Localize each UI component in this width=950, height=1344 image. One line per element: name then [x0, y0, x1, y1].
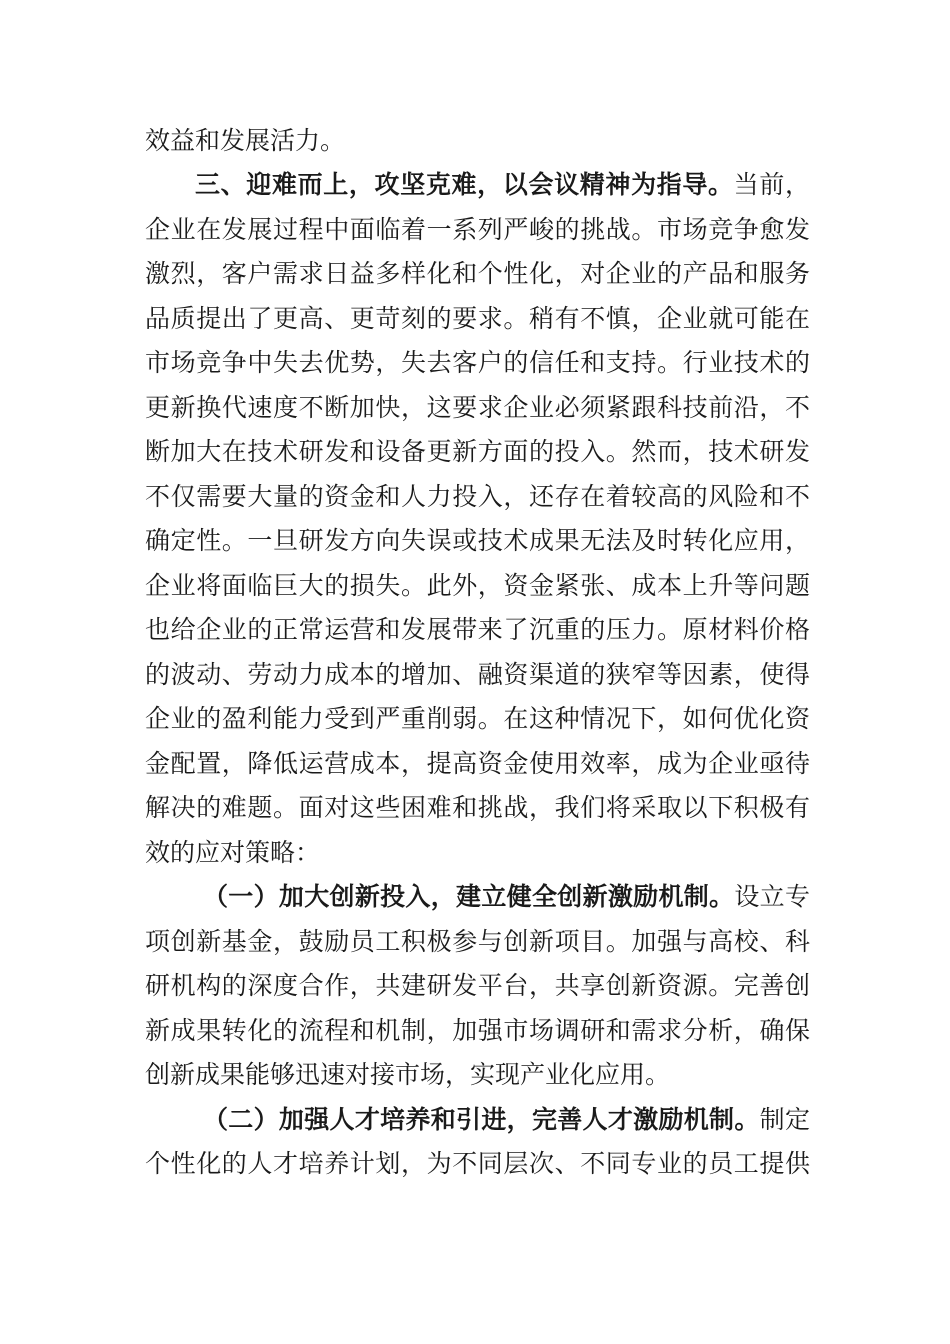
body-text-line	[145, 119, 810, 163]
line-text: 企业的盈利能力受到严重削弱。在这种情况下，如何优化资	[145, 704, 810, 733]
line-text: 金配置，降低运营成本，提高资金使用效率，成为企业亟待	[145, 749, 810, 778]
body-text-line	[145, 964, 810, 1008]
line-text: 市场竞争中失去优势，失去客户的信任和支持。行业技术的	[145, 348, 810, 377]
line-text: 研机构的深度合作，共建研发平台，共享创新资源。完善创	[145, 971, 810, 1000]
body-text-line	[145, 742, 810, 786]
body-text-line	[145, 831, 810, 875]
body-text-line	[145, 1053, 810, 1097]
line-text: 确定性。一旦研发方向失误或技术成果无法及时转化应用，	[145, 526, 810, 555]
line-text: 项创新基金，鼓励员工积极参与创新项目。加强与高校、科	[145, 927, 810, 956]
body-text-line	[145, 341, 810, 385]
line-text: 不仅需要大量的资金和人力投入，还存在着较高的风险和不	[145, 482, 810, 511]
body-text-line	[145, 430, 810, 474]
line-text: 效的应对策略：	[145, 838, 321, 867]
subsection-heading: （二）加强人才培养和引进，完善人才激励机制。	[203, 1105, 760, 1134]
body-text-line	[145, 653, 810, 697]
body-text-line	[145, 386, 810, 430]
body-text-line	[145, 1142, 810, 1186]
body-text-line	[145, 920, 810, 964]
body-text-line	[145, 564, 810, 608]
body-text-line	[145, 475, 810, 519]
line-text: 制定	[759, 1105, 810, 1134]
line-text: 更新换代速度不断加快，这要求企业必须紧跟科技前沿，不	[145, 393, 810, 422]
body-text-line	[145, 297, 810, 341]
section-heading-line	[195, 163, 810, 207]
body-text-line	[145, 1009, 810, 1053]
body-text-line	[145, 208, 810, 252]
line-text: 的波动、劳动力成本的增加、融资渠道的狭窄等因素，使得	[145, 660, 810, 689]
body-text-line	[145, 252, 810, 296]
line-text: 也给企业的正常运营和发展带来了沉重的压力。原材料价格	[145, 615, 810, 644]
body-text-line	[145, 786, 810, 830]
line-text: 新成果转化的流程和机制，加强市场调研和需求分析，确保	[145, 1016, 810, 1045]
section-heading: 三、迎难而上，攻坚克难，以会议精神为指导。	[195, 170, 734, 199]
line-text: 企业在发展过程中面临着一系列严峻的挑战。市场竞争愈发	[145, 215, 810, 244]
subsection-heading-line	[203, 875, 810, 919]
line-text: 个性化的人才培养计划，为不同层次、不同专业的员工提供	[145, 1149, 810, 1178]
line-text: 创新成果能够迅速对接市场，实现产业化应用。	[145, 1060, 671, 1089]
body-text-line	[145, 697, 810, 741]
line-text: 品质提出了更高、更苛刻的要求。稍有不慎，企业就可能在	[145, 304, 810, 333]
subsection-heading: （一）加大创新投入，建立健全创新激励机制。	[203, 882, 735, 911]
body-text-line	[145, 519, 810, 563]
subsection-heading-line	[203, 1098, 810, 1142]
line-text: 设立专	[734, 882, 810, 911]
line-text: 解决的难题。面对这些困难和挑战，我们将采取以下积极有	[145, 793, 810, 822]
body-text-line	[145, 608, 810, 652]
line-text: 激烈，客户需求日益多样化和个性化，对企业的产品和服务	[145, 259, 810, 288]
line-text: 当前，	[733, 170, 810, 199]
line-text: 断加大在技术研发和设备更新方面的投入。然而，技术研发	[145, 437, 810, 466]
line-text: 企业将面临巨大的损失。此外，资金紧张、成本上升等问题	[145, 571, 810, 600]
line-text: 效益和发展活力。	[145, 126, 346, 155]
